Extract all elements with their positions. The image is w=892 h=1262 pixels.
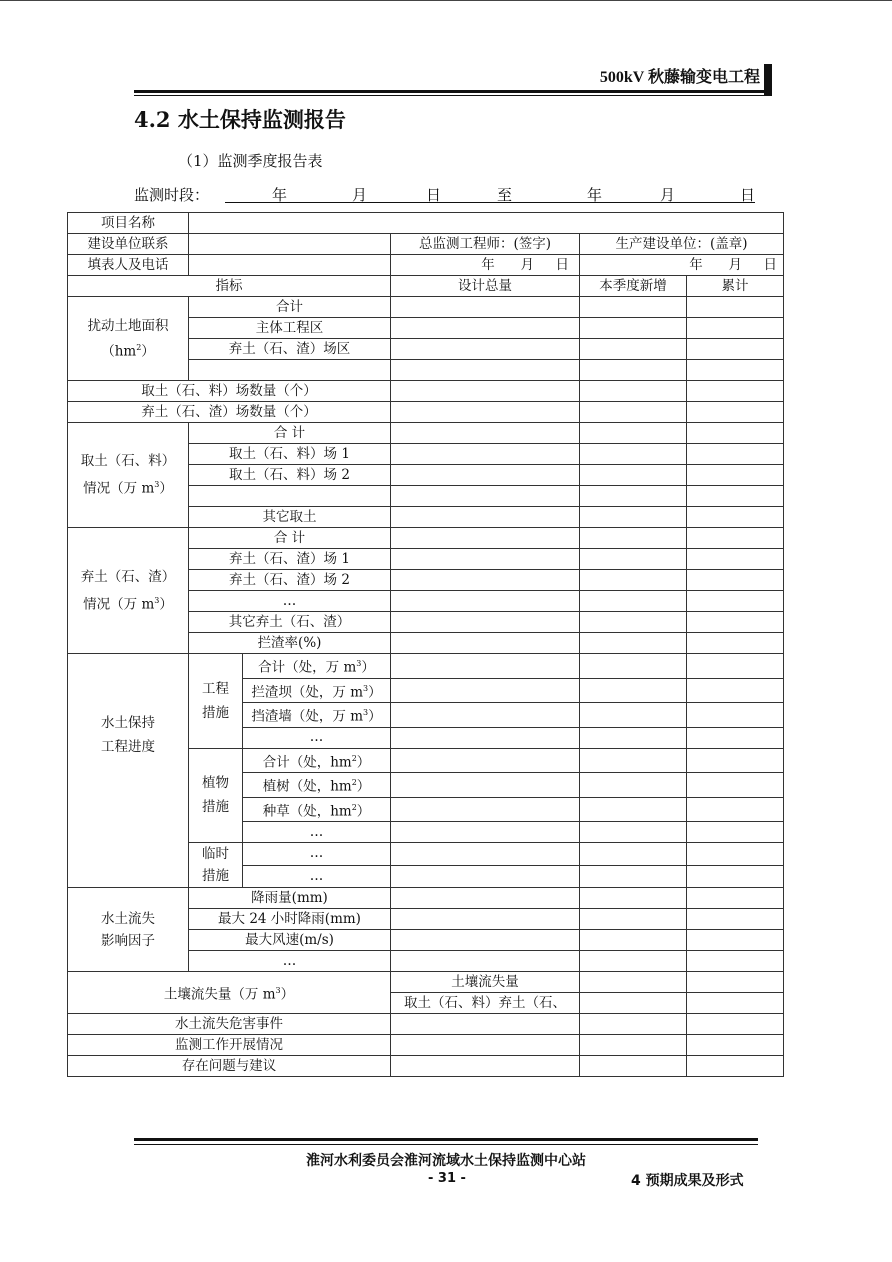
footer-chapter: 4 预期成果及形式 (631, 1173, 744, 1189)
close-paren: ） (159, 480, 173, 497)
spoil-area: 弃土（石、渣）场区 (189, 339, 391, 360)
cell-design[interactable] (391, 570, 580, 591)
cell-design[interactable] (391, 888, 580, 909)
cell-cum[interactable] (687, 528, 784, 549)
cell-cum[interactable] (687, 654, 784, 679)
header-rule (134, 90, 769, 93)
cell-new[interactable] (580, 633, 687, 654)
cell-design[interactable] (391, 612, 580, 633)
cell-new[interactable] (580, 591, 687, 612)
spoil-count: 弃土（石、渣）场数量（个） (68, 402, 391, 423)
cell-cum[interactable] (687, 748, 784, 773)
rainfall: 降雨量(mm) (189, 888, 391, 909)
cell-new[interactable] (580, 381, 687, 402)
cell-cum[interactable] (687, 843, 784, 866)
eng-line1: 工程 (202, 680, 229, 697)
period-day-2: 日 (740, 186, 756, 204)
disturb-blank[interactable] (189, 360, 391, 381)
cell-cum[interactable] (687, 930, 784, 951)
eng-measures-label (189, 654, 243, 749)
filler-phone-label: 填表人及电话 (68, 255, 189, 276)
spoil-total: 合 计 (189, 528, 391, 549)
footer-organization: 淮河水利委员会淮河流域水土保持监测中心站 (306, 1153, 586, 1169)
cell-new[interactable] (580, 930, 687, 951)
page-number: - 31 - (428, 1171, 466, 1186)
cell-design[interactable] (391, 507, 580, 528)
cell-cum[interactable] (687, 612, 784, 633)
cell-new[interactable] (580, 865, 687, 888)
col-indicator: 指标 (68, 276, 391, 297)
spoil-site-1: 弃土（石、渣）场 1 (189, 549, 391, 570)
filler-phone-value[interactable] (189, 255, 391, 276)
borrow-total: 合 计 (189, 423, 391, 444)
temp-ellipsis-1: … (243, 843, 391, 866)
section-title: 4.2 水土保持监测报告 (134, 107, 346, 132)
cell-design[interactable] (391, 633, 580, 654)
disturb-area-line1: 扰动土地面积 (87, 317, 169, 334)
cell-new[interactable] (580, 678, 687, 703)
cell-new[interactable] (580, 1014, 687, 1035)
cell-cum[interactable] (687, 486, 784, 507)
cell-design[interactable] (391, 318, 580, 339)
cell-cum[interactable] (687, 797, 784, 822)
cell-cum[interactable] (687, 822, 784, 843)
unit-date[interactable] (580, 255, 784, 276)
retention-rate: 拦渣率(%) (189, 633, 391, 654)
cell-cum[interactable] (687, 951, 784, 972)
factor-line1: 水土流失 (101, 910, 155, 927)
cell-new[interactable] (580, 843, 687, 866)
cell-design[interactable] (391, 1014, 580, 1035)
cell-cum[interactable] (687, 1056, 784, 1077)
cell-cum[interactable] (687, 570, 784, 591)
cell-new[interactable] (580, 423, 687, 444)
cell-new[interactable] (580, 654, 687, 679)
cell-new[interactable] (580, 570, 687, 591)
disturb-area-label (68, 297, 189, 381)
header-project-title: 500kV 秋藤输变电工程 (599, 69, 760, 86)
eng-wall: 挡渣墙（处，万 $m^3$） (243, 703, 391, 728)
cell-design[interactable] (391, 528, 580, 549)
cell-new[interactable] (580, 972, 687, 993)
cell-design[interactable] (391, 423, 580, 444)
temp-line1: 临时 (202, 846, 229, 862)
cell-new[interactable] (580, 797, 687, 822)
period-month-1: 月 (352, 186, 368, 204)
period-to: 至 (497, 186, 513, 204)
cell-cum[interactable] (687, 633, 784, 654)
cell-design[interactable] (391, 654, 580, 679)
cell-design[interactable] (391, 360, 580, 381)
cell-new[interactable] (580, 727, 687, 748)
progress-line2: 工程进度 (101, 738, 155, 755)
soil-loss-sub: 取土（石、料）弃土（石、 (391, 993, 580, 1014)
cell-new[interactable] (580, 465, 687, 486)
period-day-1: 日 (426, 186, 442, 204)
sup-3: 3 (154, 595, 160, 605)
disturb-area-unit: （hm (101, 343, 137, 360)
veg-tree: 植树（处，$hm^2$） (243, 773, 391, 798)
progress-line1: 水土保持 (101, 714, 155, 731)
cell-new[interactable] (580, 1035, 687, 1056)
cell-new[interactable] (580, 318, 687, 339)
eng-total: 合计（处，万 $m^3$） (243, 654, 391, 679)
soil-loss-label: 土壤流失量（万 $m^3$） (68, 972, 391, 1014)
top-border (0, 0, 892, 1)
period-month-2: 月 (660, 186, 676, 204)
borrow-site-1: 取土（石、料）场 1 (189, 444, 391, 465)
cell-new[interactable] (580, 612, 687, 633)
cell-new[interactable] (580, 549, 687, 570)
other-borrow: 其它取土 (189, 507, 391, 528)
cell-new[interactable] (580, 822, 687, 843)
cell-new[interactable] (580, 507, 687, 528)
cell-new[interactable] (580, 297, 687, 318)
unit-date-year: 年 (689, 256, 703, 273)
cell-new[interactable] (580, 1056, 687, 1077)
cell-design[interactable] (391, 865, 580, 888)
cell-new[interactable] (580, 951, 687, 972)
unit-date-month: 月 (728, 256, 743, 273)
cell-cum[interactable] (687, 678, 784, 703)
cell-cum[interactable] (687, 865, 784, 888)
cell-design[interactable] (391, 930, 580, 951)
cell-design[interactable] (391, 843, 580, 866)
max-wind: 最大风速(m/s) (189, 930, 391, 951)
cell-new[interactable] (580, 703, 687, 728)
factor-line2: 影响因子 (101, 932, 155, 949)
spoil-site-2: 弃土（石、渣）场 2 (189, 570, 391, 591)
engineer-date[interactable] (391, 255, 580, 276)
chief-engineer-sign[interactable]: 总监测工程师：(签字) (391, 234, 580, 255)
cell-cum[interactable] (687, 993, 784, 1014)
cell-cum[interactable] (687, 972, 784, 993)
other-spoil: 其它弃土（石、渣） (189, 612, 391, 633)
production-unit-seal[interactable]: 生产建设单位：(盖章) (580, 234, 784, 255)
max-rain: 最大 24 小时降雨(mm) (189, 909, 391, 930)
quarterly-report-table (67, 212, 784, 1077)
spoil-status-label (68, 528, 189, 654)
cell-design[interactable] (391, 822, 580, 843)
cell-cum[interactable] (687, 591, 784, 612)
project-name-label: 项目名称 (68, 213, 189, 234)
period-label: 监测时段： (134, 186, 210, 204)
cell-cum[interactable] (687, 727, 784, 748)
cell-cum[interactable] (687, 297, 784, 318)
cell-cum[interactable] (687, 549, 784, 570)
problems-suggestions: 存在问题与建议 (68, 1056, 391, 1077)
cell-cum[interactable] (687, 402, 784, 423)
borrow-line1: 取土（石、料） (80, 453, 176, 470)
borrow-status-label (68, 423, 189, 528)
cell-new[interactable] (580, 339, 687, 360)
cell-cum[interactable] (687, 381, 784, 402)
footer-rule (134, 1138, 758, 1141)
borrow-blank[interactable] (189, 486, 391, 507)
veg-line1: 植物 (202, 775, 229, 792)
cell-new[interactable] (580, 993, 687, 1014)
cell-design[interactable] (391, 486, 580, 507)
borrow-count: 取土（石、料）场数量（个） (68, 381, 391, 402)
header-rule-thin (134, 95, 769, 96)
cell-cum[interactable] (687, 1014, 784, 1035)
main-project-area: 主体工程区 (189, 318, 391, 339)
cell-design[interactable] (391, 727, 580, 748)
temp-ellipsis-2: … (243, 865, 391, 888)
eng-dam: 拦渣坝（处，万 $m^3$） (243, 678, 391, 703)
spoil-ellipsis: … (189, 591, 391, 612)
cell-new[interactable] (580, 486, 687, 507)
cell-cum[interactable] (687, 909, 784, 930)
factor-label (68, 888, 189, 972)
cell-new[interactable] (580, 402, 687, 423)
cell-cum[interactable] (687, 465, 784, 486)
cell-design[interactable] (391, 909, 580, 930)
close-paren: ） (159, 596, 173, 613)
cell-new[interactable] (580, 444, 687, 465)
footer-rule-thin (134, 1144, 758, 1145)
temp-line2: 措施 (202, 868, 229, 884)
cell-cum[interactable] (687, 444, 784, 465)
engineer-date-year: 年 (481, 256, 495, 273)
engineer-date-day: 日 (555, 256, 569, 273)
cell-design[interactable] (391, 381, 580, 402)
cell-cum[interactable] (687, 339, 784, 360)
temp-measures-label (189, 843, 243, 888)
spoil-line2: 情况（万 m (83, 596, 155, 613)
cell-cum[interactable] (687, 360, 784, 381)
cell-cum[interactable] (687, 1035, 784, 1056)
construction-contact-label: 建设单位联系 (68, 234, 189, 255)
spoil-line1: 弃土（石、渣） (80, 568, 176, 585)
cell-design[interactable] (391, 1035, 580, 1056)
cell-design[interactable] (391, 951, 580, 972)
cell-cum[interactable] (687, 423, 784, 444)
sup-3: 3 (154, 480, 160, 490)
cell-design[interactable] (391, 297, 580, 318)
veg-line2: 措施 (202, 799, 229, 816)
work-status: 监测工作开展情况 (68, 1035, 391, 1056)
progress-label (68, 654, 189, 888)
cell-cum[interactable] (687, 507, 784, 528)
cell-cum[interactable] (687, 318, 784, 339)
cell-design[interactable] (391, 748, 580, 773)
cell-design[interactable] (391, 549, 580, 570)
report-subtitle: （1）监测季度报告表 (178, 152, 323, 170)
soil-loss: 土壤流失量 (391, 972, 580, 993)
borrow-line2: 情况（万 m (83, 480, 155, 497)
engineer-date-month: 月 (520, 256, 535, 273)
veg-total: 合计（处，$hm^2$） (243, 748, 391, 773)
col-quarter-new: 本季度新增 (580, 276, 687, 297)
veg-grass: 种草（处，$hm^2$） (243, 797, 391, 822)
cell-design[interactable] (391, 444, 580, 465)
col-design-total: 设计总量 (391, 276, 580, 297)
period-year-2: 年 (587, 186, 603, 204)
cell-design[interactable] (391, 465, 580, 486)
cell-new[interactable] (580, 748, 687, 773)
disturb-total: 合计 (189, 297, 391, 318)
eng-line2: 措施 (202, 704, 229, 721)
cell-design[interactable] (391, 591, 580, 612)
cell-cum[interactable] (687, 888, 784, 909)
cell-design[interactable] (391, 402, 580, 423)
col-cumulative: 累计 (687, 276, 784, 297)
cell-design[interactable] (391, 797, 580, 822)
cell-design[interactable] (391, 339, 580, 360)
veg-measures-label (189, 748, 243, 843)
cell-new[interactable] (580, 360, 687, 381)
borrow-site-2: 取土（石、料）场 2 (189, 465, 391, 486)
cell-cum[interactable] (687, 703, 784, 728)
hazard-events: 水土流失危害事件 (68, 1014, 391, 1035)
cell-cum[interactable] (687, 773, 784, 798)
project-name-value[interactable] (189, 213, 784, 234)
period-underline (225, 202, 755, 203)
period-year-1: 年 (272, 186, 288, 204)
cell-new[interactable] (580, 773, 687, 798)
construction-contact-value[interactable] (189, 234, 391, 255)
cell-design[interactable] (391, 678, 580, 703)
factor-ellipsis: … (189, 951, 391, 972)
eng-ellipsis: … (243, 727, 391, 748)
unit-date-day: 日 (763, 256, 777, 273)
cell-design[interactable] (391, 773, 580, 798)
cell-new[interactable] (580, 528, 687, 549)
cell-design[interactable] (391, 703, 580, 728)
cell-new[interactable] (580, 909, 687, 930)
sup-2: 2 (136, 342, 142, 352)
cell-new[interactable] (580, 888, 687, 909)
veg-ellipsis: … (243, 822, 391, 843)
close-paren: ） (141, 343, 155, 360)
cell-design[interactable] (391, 1056, 580, 1077)
